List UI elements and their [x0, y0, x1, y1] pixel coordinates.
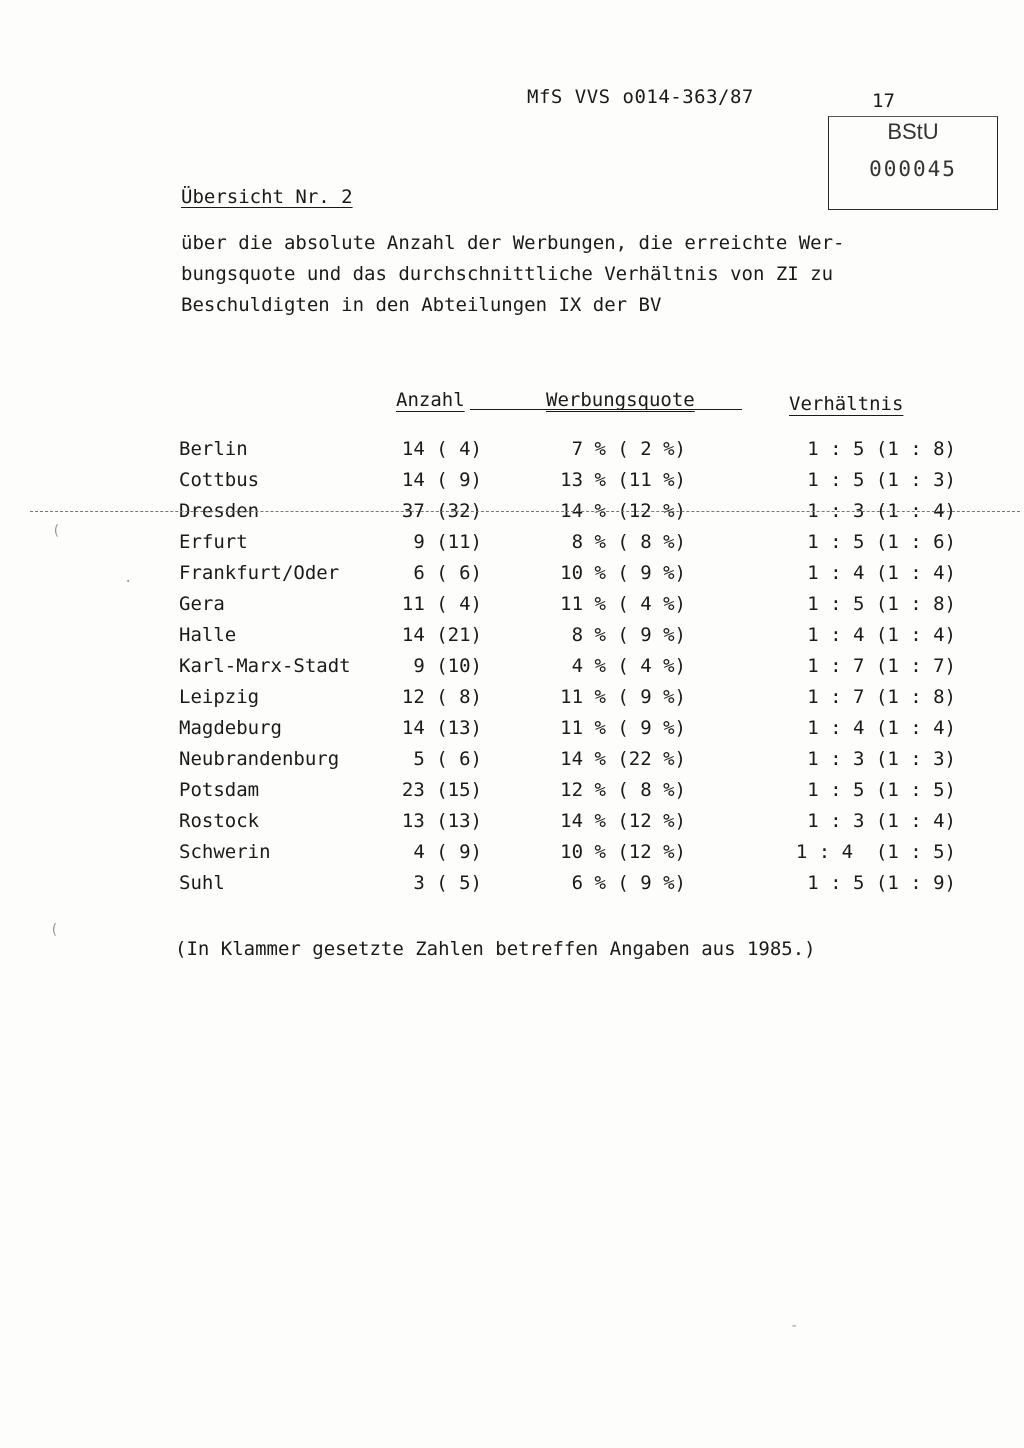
table-row — [0, 717, 1024, 748]
district-name: Neubrandenburg — [179, 748, 340, 770]
quote-value: 8 % ( 9 %) — [571, 624, 686, 646]
stamp-number: 000045 — [869, 157, 957, 181]
margin-mark: · — [124, 574, 133, 590]
intro-line: bungsquote und das durchschnittliche Verhältnis von ZI zu — [181, 263, 834, 285]
district-name: Magdeburg — [179, 717, 282, 739]
anzahl-value: 37 (32) — [401, 500, 482, 522]
district-name: Rostock — [179, 810, 260, 832]
table-row — [0, 655, 1024, 686]
quote-value: 11 % ( 4 %) — [560, 593, 686, 615]
district-name: Gera — [179, 593, 225, 615]
table-row — [0, 562, 1024, 593]
table-row — [0, 810, 1024, 841]
anzahl-value: 12 ( 8) — [401, 686, 482, 708]
anzahl-value: 9 (11) — [413, 531, 482, 553]
district-name: Erfurt — [179, 531, 248, 553]
quote-value: 14 % (12 %) — [560, 810, 686, 832]
anzahl-value: 4 ( 9) — [413, 841, 482, 863]
document-reference: MfS VVS o014-363/87 — [527, 86, 754, 108]
anzahl-value: 23 (15) — [401, 779, 482, 801]
ratio-value: 1 : 4 (1 : 4) — [807, 562, 956, 584]
district-name: Suhl — [179, 872, 225, 894]
column-header-anzahl: Anzahl — [396, 389, 465, 411]
quote-value: 10 % ( 9 %) — [560, 562, 686, 584]
document-title: Übersicht Nr. 2 — [181, 186, 353, 208]
district-name: Leipzig — [179, 686, 260, 708]
quote-value: 12 % ( 8 %) — [560, 779, 686, 801]
district-name: Karl-Marx-Stadt — [179, 655, 351, 677]
anzahl-value: 3 ( 5) — [413, 872, 482, 894]
anzahl-value: 13 (13) — [401, 810, 482, 832]
margin-mark: - — [790, 1318, 799, 1334]
table-row — [0, 593, 1024, 624]
margin-mark: ( — [52, 523, 61, 539]
anzahl-value: 9 (10) — [413, 655, 482, 677]
ratio-value: 1 : 5 (1 : 6) — [807, 531, 956, 553]
ratio-value: 1 : 4 (1 : 4) — [807, 624, 956, 646]
ratio-value: 1 : 5 (1 : 5) — [807, 779, 956, 801]
ratio-value: 1 : 5 (1 : 9) — [807, 872, 956, 894]
district-name: Frankfurt/Oder — [179, 562, 340, 584]
table-row — [0, 748, 1024, 779]
anzahl-value: 11 ( 4) — [401, 593, 482, 615]
anzahl-value: 14 (21) — [401, 624, 482, 646]
table-row — [0, 500, 1024, 531]
quote-value: 11 % ( 9 %) — [560, 686, 686, 708]
margin-mark: ( — [50, 922, 59, 938]
ratio-value: 1 : 4 (1 : 5) — [795, 841, 956, 863]
quote-value: 14 % (12 %) — [560, 500, 686, 522]
table-row — [0, 872, 1024, 903]
district-name: Halle — [179, 624, 237, 646]
intro-paragraph — [181, 228, 941, 321]
table-row — [0, 779, 1024, 810]
quote-value: 13 % (11 %) — [560, 469, 686, 491]
ratio-value: 1 : 7 (1 : 7) — [807, 655, 956, 677]
anzahl-value: 14 ( 4) — [401, 438, 482, 460]
anzahl-value: 14 (13) — [401, 717, 482, 739]
column-header-werbungsquote: Werbungsquote — [546, 389, 695, 411]
district-name: Cottbus — [179, 469, 260, 491]
ratio-value: 1 : 7 (1 : 8) — [807, 686, 956, 708]
intro-line: über die absolute Anzahl der Werbungen, die erreichte Wer- — [181, 232, 845, 254]
dresden-strikethrough-line — [30, 511, 1020, 512]
ratio-value: 1 : 3 (1 : 4) — [807, 500, 956, 522]
quote-value: 4 % ( 4 %) — [571, 655, 686, 677]
header-underline — [470, 409, 742, 410]
anzahl-value: 6 ( 6) — [413, 562, 482, 584]
ratio-value: 1 : 3 (1 : 3) — [807, 748, 956, 770]
ratio-value: 1 : 5 (1 : 8) — [807, 438, 956, 460]
table-row — [0, 841, 1024, 872]
page-number: 17 — [872, 90, 895, 112]
ratio-value: 1 : 5 (1 : 8) — [807, 593, 956, 615]
quote-value: 11 % ( 9 %) — [560, 717, 686, 739]
district-name: Dresden — [179, 500, 260, 522]
anzahl-value: 5 ( 6) — [413, 748, 482, 770]
column-header-verhaeltnis: Verhältnis — [789, 393, 904, 415]
table-row — [0, 686, 1024, 717]
quote-value: 7 % ( 2 %) — [571, 438, 686, 460]
table-row — [0, 624, 1024, 655]
ratio-value: 1 : 3 (1 : 4) — [807, 810, 956, 832]
table-row — [0, 469, 1024, 500]
quote-value: 14 % (22 %) — [560, 748, 686, 770]
district-name: Potsdam — [179, 779, 260, 801]
quote-value: 10 % (12 %) — [560, 841, 686, 863]
anzahl-value: 14 ( 9) — [401, 469, 482, 491]
footnote: (In Klammer gesetzte Zahlen betreffen Angaben aus 1985.) — [175, 938, 816, 960]
quote-value: 6 % ( 9 %) — [571, 872, 686, 894]
quote-value: 8 % ( 8 %) — [571, 531, 686, 553]
ratio-value: 1 : 4 (1 : 4) — [807, 717, 956, 739]
district-name: Berlin — [179, 438, 248, 460]
stamp-name: BStU — [887, 119, 939, 144]
table-row — [0, 438, 1024, 469]
district-name: Schwerin — [179, 841, 271, 863]
table-row — [0, 531, 1024, 562]
archive-stamp — [828, 116, 998, 210]
intro-line: Beschuldigten in den Abteilungen IX der BV — [181, 294, 662, 316]
ratio-value: 1 : 5 (1 : 3) — [807, 469, 956, 491]
data-table — [0, 438, 1024, 903]
